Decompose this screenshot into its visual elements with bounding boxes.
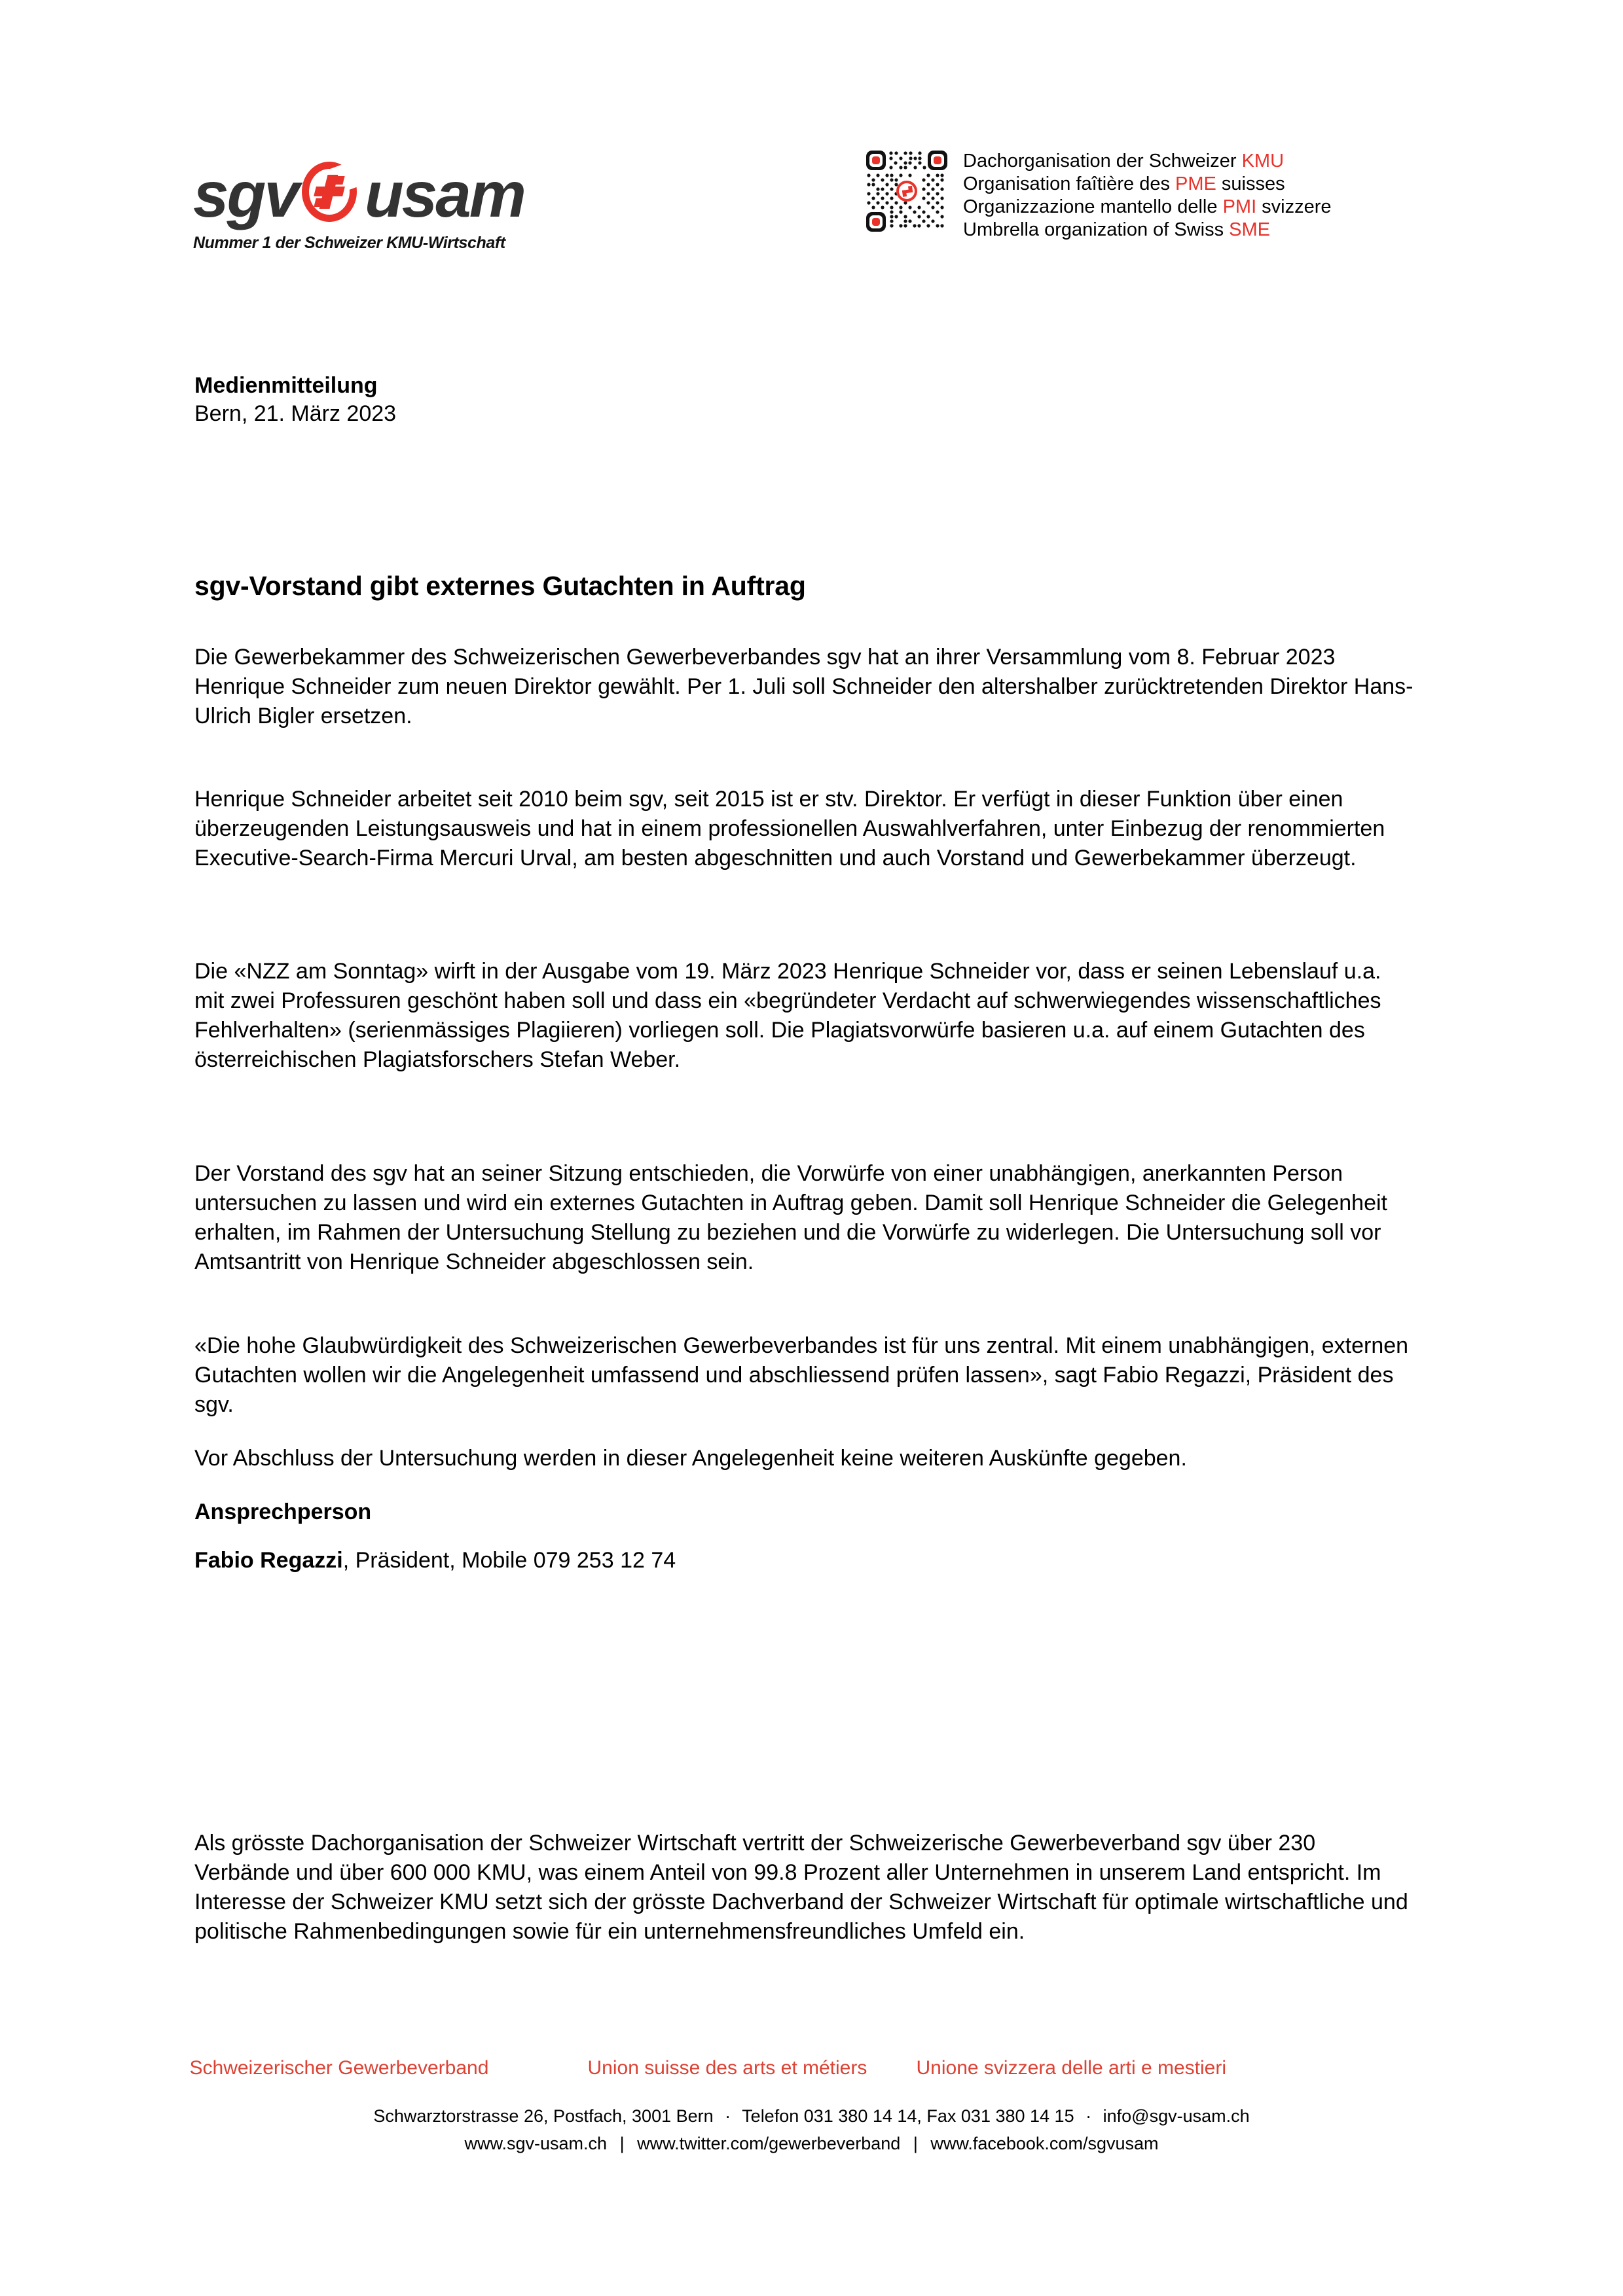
claim-highlight-kmu: KMU: [1241, 151, 1285, 171]
footer-link-separator-2: |: [913, 2134, 918, 2153]
page-header: [0, 0, 1623, 314]
footer-link-separator-1: |: [619, 2134, 625, 2153]
multilingual-claim: [963, 149, 1332, 242]
logo-text-usam: usam: [364, 158, 524, 230]
logo-tagline: Nummer 1 der Schweizer KMU-Wirtschaft: [193, 234, 505, 252]
logo-wordmark: [193, 159, 560, 230]
body-paragraph-5: «Die hohe Glaubwürdigkeit des Schweizerischen Gewerbeverbandes ist für uns zentral. Mit einem unabhängigen, externen Gutachten wollen wir die Angelegenheit umfassend und abschliessend prüfen lassen», sagt Fabio Regazzi, Präsident des sgv.: [194, 1333, 1409, 1417]
footer-link-facebook[interactable]: www.facebook.com/sgvusam: [930, 2134, 1159, 2153]
claim-line-de: Dachorganisation der Schweizer KMU: [963, 151, 1285, 171]
footer-name-it: Unione svizzera delle arti e mestieri: [916, 2057, 1227, 2079]
document-dateline: Bern, 21. März 2023: [194, 401, 397, 426]
footer-link-twitter[interactable]: www.twitter.com/gewerbeverband: [637, 2134, 901, 2153]
page-footer: [0, 2055, 1623, 2157]
contact-person-line: [194, 1546, 1413, 1575]
qr-code-icon: [865, 149, 949, 233]
contact-person-name: Fabio Regazzi: [194, 1548, 343, 1573]
footer-link-website[interactable]: www.sgv-usam.ch: [464, 2134, 608, 2153]
claim-highlight-sme: SME: [1229, 219, 1271, 240]
footer-contact-line: [0, 2102, 1623, 2130]
footer-separator-2: ·: [1085, 2106, 1092, 2126]
footer-phone: Telefon 031 380 14 14, Fax 031 380 14 15: [742, 2106, 1074, 2126]
sgv-usam-logo: [193, 159, 560, 264]
claim-highlight-pmi: PMI: [1222, 196, 1257, 217]
footer-address: Schwarztorstrasse 26, Postfach, 3001 Bern: [373, 2106, 714, 2126]
document-meta: [194, 372, 1413, 428]
body-paragraph-3: Die «NZZ am Sonntag» wirft in der Ausgabe vom 19. März 2023 Henrique Schneider vor, dass er seinen Lebenslauf u.a. mit zwei Professuren geschönt haben soll und dass ein «begründeter Verdacht auf schwerwiegendes wissenschaftliches Fehlverhalten» (serienmässiges Plagiieren) vorliegen soll. Die Plagiatsvorwürfe basieren u.a. auf einem Gutachten des österreichischen Plagiatsforschers Stefan Weber.: [194, 959, 1381, 1072]
sgv-circle-cross-mark-icon: [298, 160, 366, 228]
claim-line-en: Umbrella organization of Swiss SME: [963, 219, 1271, 240]
footer-separator-1: ·: [725, 2106, 731, 2126]
document-kicker: Medienmitteilung: [194, 373, 378, 398]
body-paragraph-4: Der Vorstand des sgv hat an seiner Sitzung entschieden, die Vorwürfe von einer unabhängigen, anerkannten Person untersuchen zu lassen und wird ein externes Gutachten in Auftrag geben. Damit soll Henrique Schneider die Gelegenheit erhalten, im Rahmen der Untersuchung Stellung zu beziehen und die Vorwürfe zu widerlegen. Die Untersuchung soll vor Amtsantritt von Henrique Schneider abgeschlossen sein.: [194, 1161, 1388, 1274]
contact-person-details: , Präsident, Mobile 079 253 12 74: [342, 1548, 676, 1573]
organisation-boilerplate: Als grösste Dachorganisation der Schweizer Wirtschaft vertritt der Schweizerische Gewerbeverband sgv über 230 Verbände und über 600 000 KMU, was einem Anteil von 99.8 Prozent aller Unternehmen in unserem Land entspricht. Im Interesse der Schweizer KMU setzt sich der grösste Dachverband der Schweizer Wirtschaft für optimale wirtschaftliche und politische Rahmenbedingungen sowie für ein unternehmensfreundliches Umfeld ein.: [194, 1831, 1408, 1944]
contact-section-title: Ansprechperson: [194, 1499, 372, 1524]
body-paragraph-2: Henrique Schneider arbeitet seit 2010 beim sgv, seit 2015 ist er stv. Direktor. Er verfügt in dieser Funktion über einen überzeugenden Leistungsausweis und hat in einem professionellen Auswahlverfahren, unter Einbezug der renommierten Executive-Search-Firma Mercuri Urval, am besten abgeschnitten und auch Vorstand und Gewerbekammer überzeugt.: [194, 787, 1385, 870]
footer-language-names: [190, 2055, 1434, 2085]
logo-text-sgv: sgv: [193, 158, 298, 230]
logo-swiss-cross-shape: [312, 173, 349, 211]
footer-links-line: [0, 2130, 1623, 2157]
page-title: sgv-Vorstand gibt externes Gutachten in Auftrag: [194, 571, 806, 601]
claim-highlight-pme: PME: [1175, 173, 1216, 194]
header-claim-block: [865, 149, 1332, 242]
footer-name-de: Schweizerischer Gewerbeverband: [189, 2057, 489, 2079]
body-paragraph-6: Vor Abschluss der Untersuchung werden in dieser Angelegenheit keine weiteren Auskünfte gegeben.: [194, 1446, 1187, 1471]
footer-email[interactable]: info@sgv-usam.ch: [1103, 2106, 1250, 2126]
body-paragraph-1: Die Gewerbekammer des Schweizerischen Gewerbeverbandes sgv hat an ihrer Versammlung vom 8. Februar 2023 Henrique Schneider zum neuen Direktor gewählt. Per 1. Juli soll Schneider den altershalber zurücktretenden Direktor Hans-Ulrich Bigler ersetzen.: [194, 645, 1413, 728]
footer-name-fr: Union suisse des arts et métiers: [587, 2057, 867, 2079]
claim-line-fr: Organisation faîtière des PME suisses: [963, 173, 1285, 194]
claim-line-it: Organizzazione mantello delle PMI svizzere: [963, 196, 1332, 217]
